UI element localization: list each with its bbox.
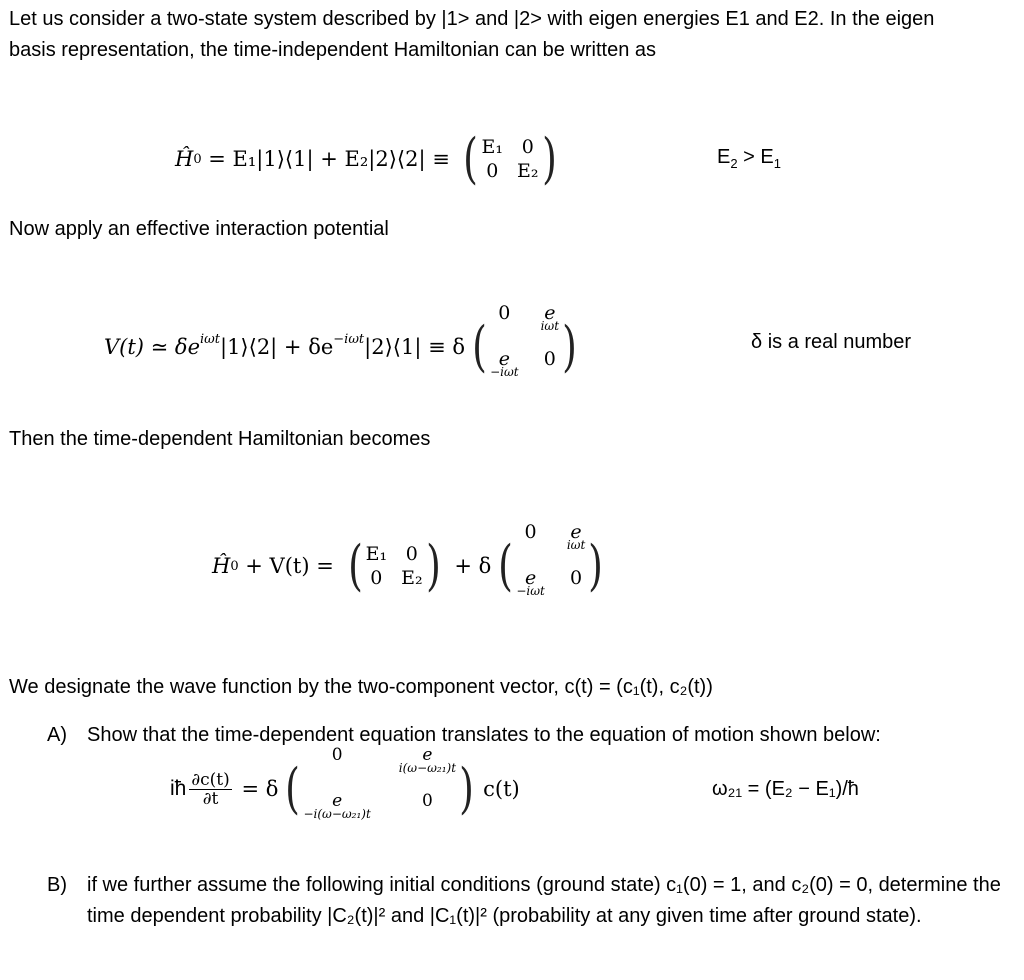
h0-symbol: Ĥ <box>175 147 194 171</box>
h0-m11: E₁ <box>481 136 504 158</box>
eom-m12: e i(ω−ω₂₁)t <box>398 745 457 775</box>
h-coupling-matrix: ( 0 e iωt e −iωt 0 ) <box>495 521 606 611</box>
cond-e1-sub: 1 <box>773 156 781 171</box>
eom-m22: 0 <box>422 791 433 811</box>
intro-line-1: Let us consider a two-state system described by |1> and |2> with eigen energies E1 and E2. In the eigen <box>9 8 935 30</box>
h-plus-delta: + δ <box>447 554 492 578</box>
question-b <box>47 870 1007 932</box>
ha-m22: E₂ <box>401 567 423 589</box>
cond-e2: E <box>717 146 731 168</box>
interaction-paragraph: Now apply an effective interaction potential <box>9 218 389 240</box>
cond-e2-sub: 2 <box>730 156 738 171</box>
hb-m12: e iωt <box>566 521 586 552</box>
eom-matrix: ( 0 e i(ω−ω₂₁)t e −i(ω−ω₂₁)t 0 ) <box>282 744 477 834</box>
delta-note: δ is a real number <box>751 331 912 353</box>
td-hamiltonian-paragraph: Then the time-dependent Hamiltonian becomes <box>9 428 431 450</box>
v-lhs: V(t) ≃ δe <box>104 335 201 359</box>
h0-matrix: ( E₁ 0 0 E₂ ) <box>463 127 557 190</box>
h-plus-v: + V(t) = <box>238 554 341 578</box>
wavefunction-paragraph: We designate the wave function by the two-component vector, c(t) = (c₁(t), c₂(t)) <box>9 676 713 698</box>
ha-m12: 0 <box>405 543 418 565</box>
h0-m21: 0 <box>486 160 499 182</box>
question-a-marker: A) <box>47 724 67 746</box>
v-m22: 0 <box>543 348 556 370</box>
dc-dt-numerator: ∂c(t) <box>191 769 230 790</box>
hb-m22: 0 <box>570 567 583 589</box>
h-energy-matrix: ( E₁ 0 0 E₂ ) <box>347 534 441 597</box>
full-hamiltonian-equation <box>212 521 610 601</box>
v-mid2: |2⟩⟨1| ≡ δ <box>364 335 466 359</box>
eom-m21: e −i(ω−ω₂₁)t <box>303 791 371 821</box>
intro-line-2: basis representation, the time-independent Hamiltonian can be written as <box>9 39 657 61</box>
question-a-text: Show that the time-dependent equation translates to the equation of motion shown below: <box>87 724 881 746</box>
ha-m11: E₁ <box>365 543 388 565</box>
hb-m11: 0 <box>524 521 537 543</box>
dc-dt-fraction <box>189 771 231 808</box>
v-m21: e −iωt <box>490 348 519 379</box>
dc-dt-denominator: ∂t <box>202 788 219 809</box>
h0-m22: E₂ <box>517 160 539 182</box>
intro-paragraph <box>9 4 1019 66</box>
ih-bar: iħ <box>170 777 187 800</box>
energy-condition <box>717 146 781 171</box>
hamiltonian-h0-equation <box>175 124 564 194</box>
h-symbol: Ĥ <box>212 554 231 578</box>
v-sup1: iωt <box>200 331 220 347</box>
v-m11: 0 <box>498 302 511 324</box>
eom-c-vector: c(t) <box>483 777 520 801</box>
eom-m11: 0 <box>331 745 343 765</box>
h0-m12: 0 <box>521 136 534 158</box>
v-sup2: −iωt <box>333 331 365 347</box>
question-b-marker: B) <box>47 874 67 896</box>
question-a <box>47 720 1007 751</box>
v-m12: e iωt <box>540 302 560 333</box>
h0-subscript: 0 <box>193 151 202 167</box>
omega21-definition: ω₂₁ = (E₂ − E₁)/ħ <box>712 778 859 800</box>
v-matrix: ( 0 e iωt e −iωt 0 ) <box>469 302 580 392</box>
h-subscript: 0 <box>230 558 239 574</box>
cond-gt-e1: > E <box>737 146 774 168</box>
equation-of-motion <box>170 745 520 821</box>
ha-m21: 0 <box>370 567 383 589</box>
h0-expansion: = E₁|1⟩⟨1| + E₂|2⟩⟨2| ≡ <box>201 147 457 171</box>
hb-m21: e −iωt <box>516 567 545 598</box>
eom-equals-delta: = δ <box>234 777 279 801</box>
question-b-text: if we further assume the following initial conditions (ground state) c₁(0) = 1, and c₂(0) = 0, determine the time dependent probability |C₂(t)|² and |C₁(t)|² (probability at any given time after ground state). <box>87 874 1001 927</box>
v-mid1: |1⟩⟨2| + δe <box>220 335 334 359</box>
interaction-potential-equation <box>104 302 584 382</box>
